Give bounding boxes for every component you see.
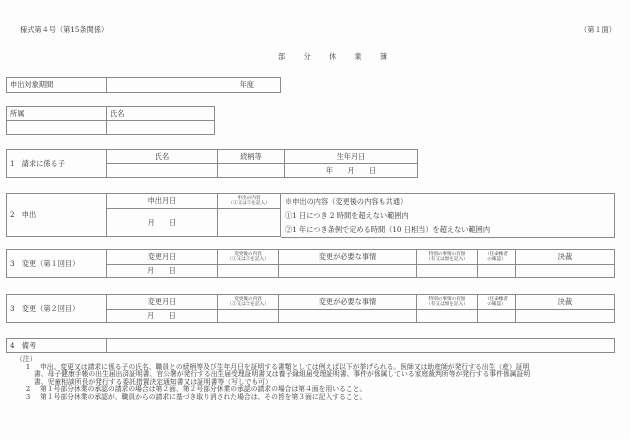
name-label: 氏名: [107, 107, 215, 121]
change1-content-field[interactable]: [218, 265, 279, 278]
page-label: （第１面）: [580, 25, 616, 34]
request-content-field[interactable]: [218, 209, 281, 237]
change2-date-field[interactable]: 月 日: [107, 310, 218, 323]
remarks-table: [6, 338, 615, 353]
request-date-field[interactable]: 月 日: [107, 209, 218, 237]
child-relation-field[interactable]: [218, 164, 285, 178]
change1-date-field[interactable]: 月 日: [107, 265, 218, 278]
notes-heading: （注）: [16, 355, 37, 363]
year-suffix: 年度: [239, 80, 254, 89]
change2-reason-header: 変更が必要な事情: [279, 295, 417, 310]
change1-special-header: 特別の事情の有無 （有又は無を記入）: [426, 251, 468, 262]
info-line-1: ※申出の内容（変更後の内容も共通）: [285, 197, 408, 206]
note-item-3: 3 第１号部分休業の承認が、職員からの請求に基づき取り消された場合は、その旨を第３面に記入すること。: [25, 392, 367, 401]
request-content-info-box: [281, 193, 615, 238]
change1-approval-header: 決裁: [516, 250, 615, 265]
note-item-2: 2 第１号部分休業の承認の請求の場合は第２面、第２号部分休業の承認の請求の場合は第４面を用いること。: [25, 385, 367, 394]
change2-approval-field[interactable]: [516, 310, 615, 323]
change2-approval-header: 決裁: [516, 295, 615, 310]
period-label: 申出対象期間: [7, 78, 107, 93]
change2-special-header: 特別の事情の有無 （有又は無を記入）: [426, 296, 468, 307]
note-item-1: 1 申出、変更又は請求に係る子の氏名、職員との続柄等及び生年月日を証明する書類としては例えば以下が挙げられる。医師又は助産師が発行する出生（産）証明 書、母子健康手帳の出生届出済証明書、官公署が発行する出生届受理証明書又は養子縁組届受理証明書、事件が係属している家庭裁判所等が発行する事件係属証明 書、児童相談所長が発行する委託措置決定通知書又は証明書等（写しでも可）: [25, 362, 531, 386]
change2-date-header: 変更月日: [107, 295, 218, 310]
section1-table: [6, 149, 418, 178]
dept-label: 所属: [7, 107, 107, 121]
section2-table: [6, 193, 281, 237]
info-line-2: ①1 日につき 2 時間を超えない範囲内: [285, 211, 409, 220]
child-relation-header: 続柄等: [218, 150, 285, 164]
change1-label: 3 変更（第１回目）: [7, 250, 107, 278]
change1-table: [6, 249, 615, 278]
change1-special-field[interactable]: [417, 265, 478, 278]
info-line-3: ②1 年につき条例で定める時間（10 日相当）を超えない範囲内: [285, 225, 491, 234]
dept-field[interactable]: [7, 121, 107, 135]
name-field[interactable]: [107, 121, 215, 135]
remarks-label: 4 備考: [7, 339, 107, 353]
change1-reason-header: 変更が必要な事情: [279, 250, 417, 265]
change1-appointer-field[interactable]: [478, 265, 516, 278]
child-name-header: 氏名: [107, 150, 218, 164]
request-date-header: 申出月日: [107, 194, 218, 209]
change2-appointer-header: （任命権者 の確認）: [485, 296, 508, 307]
form-number: 様式第４号（第15条関係）: [20, 25, 109, 34]
page-title: 部 分 休 業 簿: [278, 52, 396, 61]
change2-special-field[interactable]: [417, 310, 478, 323]
change2-table: [6, 294, 615, 323]
change1-content-header: 変更後の内容 （①又は②を記入）: [227, 251, 269, 262]
change2-content-header: 変更後の内容 （①又は②を記入）: [227, 296, 269, 307]
notes-section: [16, 356, 624, 402]
change2-content-field[interactable]: [218, 310, 279, 323]
section1-label: 1 請求に係る子: [7, 150, 107, 178]
change1-reason-field[interactable]: [279, 265, 417, 278]
employee-table: [6, 106, 215, 135]
period-table: [6, 77, 281, 93]
change1-date-header: 変更月日: [107, 250, 218, 265]
change2-appointer-field[interactable]: [478, 310, 516, 323]
period-year-field[interactable]: [107, 78, 281, 93]
change2-label: 3 変更（第２回目）: [7, 295, 107, 323]
child-birth-field[interactable]: 年 月 日: [285, 164, 418, 178]
section2-label: 2 申出: [7, 194, 107, 237]
child-name-field[interactable]: [107, 164, 218, 178]
change1-appointer-header: （任命権者 の確認）: [485, 251, 508, 262]
remarks-field[interactable]: [107, 339, 615, 353]
child-birth-header: 生年月日: [285, 150, 418, 164]
change2-reason-field[interactable]: [279, 310, 417, 323]
request-content-header: 申出の内容 （①又は②を記入）: [228, 195, 270, 206]
change1-approval-field[interactable]: [516, 265, 615, 278]
